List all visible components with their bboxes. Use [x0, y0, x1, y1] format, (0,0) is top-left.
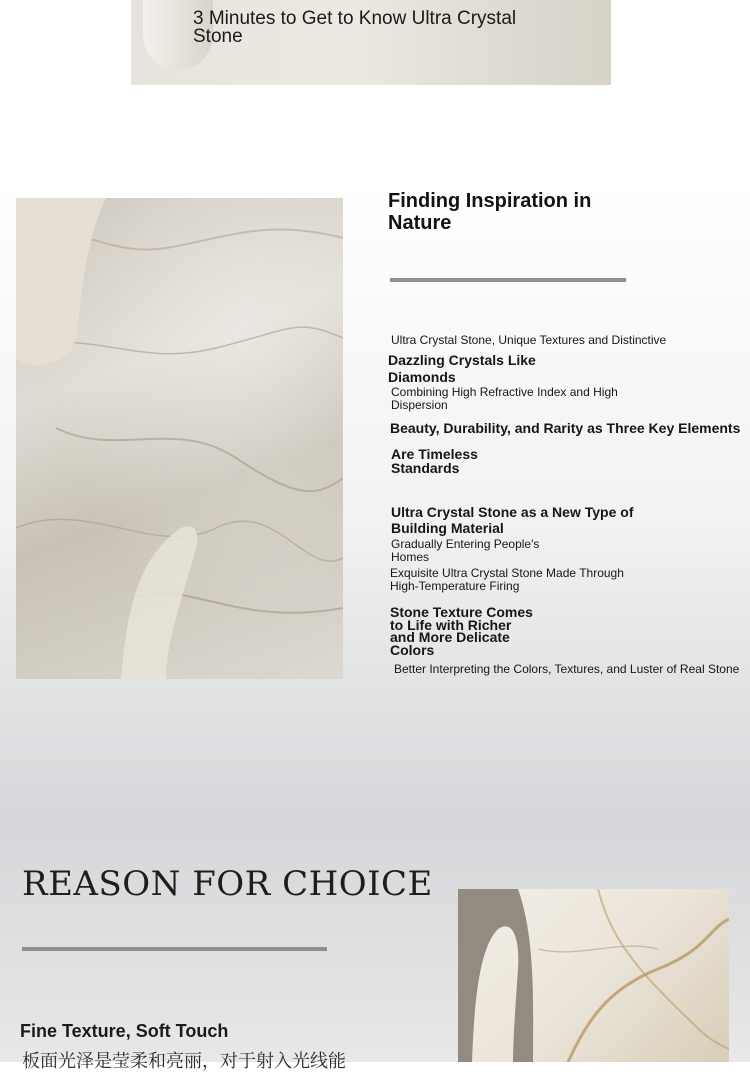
marble-vase-image-2 [458, 889, 729, 1062]
inspiration-divider [390, 278, 626, 282]
line-entering-homes: Gradually Entering People's Homes [391, 537, 540, 564]
marble-vase-image [16, 198, 343, 679]
inspiration-title: Finding Inspiration in Nature [388, 190, 592, 234]
marble-veins-2 [458, 889, 729, 1062]
line-unique-textures: Ultra Crystal Stone, Unique Textures and Distinctive [391, 333, 667, 347]
hero-video-banner[interactable] [131, 0, 611, 85]
hero-title: 3 Minutes to Get to Know Ultra Crystal Stone [193, 8, 517, 47]
fine-texture-body: 板面光泽是莹柔和亮丽，对于射入光线能 [22, 1051, 346, 1071]
line-dazzling-crystals: Dazzling Crystals Like Diamonds [388, 352, 536, 385]
line-high-temperature-firing: Exquisite Ultra Crystal Stone Made Through High-Temperature Firing [390, 566, 624, 593]
line-real-stone: Better Interpreting the Colors, Textures, and Luster of Real Stone [394, 662, 740, 676]
reason-divider [22, 947, 327, 951]
line-three-key-elements: Beauty, Durability, and Rarity as Three Key Elements [390, 420, 741, 436]
line-richer-colors: Stone Texture Comes to Life with Richer and More Delicate Colors [390, 604, 533, 658]
line-new-building-material: Ultra Crystal Stone as a New Type of Building Material [391, 504, 634, 536]
fine-texture-title: Fine Texture, Soft Touch [20, 1021, 229, 1041]
reason-title: REASON FOR CHOICE [22, 864, 433, 904]
marble-veins [16, 198, 343, 679]
line-refractive-index: Combining High Refractive Index and High Dispersion [391, 385, 618, 412]
line-timeless-standards: Are Timeless Standards [391, 446, 478, 476]
